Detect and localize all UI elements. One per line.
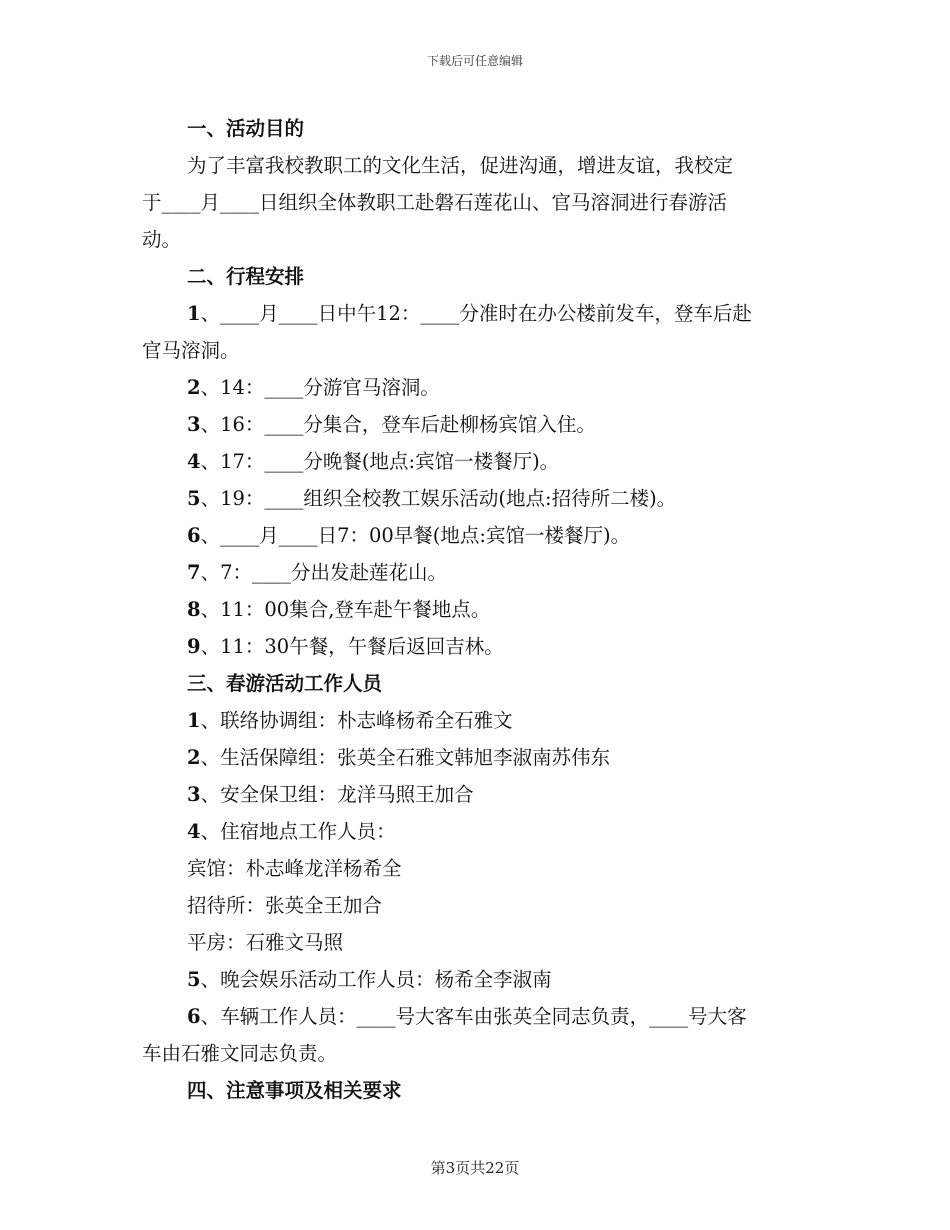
item-text: 、17：____分晚餐(地点:宾馆一楼餐厅)。 [200, 450, 560, 473]
item-number: 1 [187, 709, 201, 732]
lodging-staff-line: 平房：石雅文马照 [187, 931, 344, 954]
item-text: 、14：____分游官马溶洞。 [200, 376, 440, 399]
item-number: 4 [187, 450, 201, 473]
item-text: 、联络协调组：朴志峰杨希全石雅文 [200, 709, 513, 732]
staff-item [142, 739, 817, 776]
schedule-item [142, 406, 817, 443]
item-number: 3 [187, 783, 201, 806]
item-text: 、16：____分集合，登车后赴柳杨宾馆入住。 [200, 413, 596, 436]
item-number: 4 [187, 820, 201, 843]
staff-item [142, 961, 817, 998]
section-heading-staff: 三、春游活动工作人员 [187, 672, 383, 695]
item-number: 3 [187, 413, 201, 436]
staff-item [142, 702, 817, 739]
item-number: 7 [187, 561, 201, 584]
schedule-item [142, 628, 817, 665]
item-text: 、安全保卫组：龙洋马照王加合 [200, 783, 474, 806]
item-number: 6 [187, 1005, 201, 1028]
paragraph-line: 动。 [142, 228, 182, 251]
item-text: 、7：____分出发赴莲花山。 [200, 561, 447, 584]
section-heading-notes: 四、注意事项及相关要求 [187, 1079, 402, 1102]
schedule-item [142, 369, 817, 406]
schedule-item [142, 480, 817, 517]
page-number-footer: 第3页共22页 [430, 1159, 520, 1177]
paragraph-line: 为了丰富我校教职工的文化生活，促进沟通，增进友谊，我校定 [187, 154, 734, 177]
item-text: 、19：____组织全校教工娱乐活动(地点:招待所二楼)。 [200, 487, 677, 510]
schedule-item-continuation: 官马溶洞。 [142, 339, 240, 362]
item-number: 1 [187, 302, 201, 325]
item-number: 5 [187, 968, 201, 991]
paragraph-line: 于____月____日组织全体教职工赴磐石莲花山、官马溶洞进行春游活 [142, 191, 728, 214]
item-number: 2 [187, 376, 201, 399]
item-text: 、住宿地点工作人员： [200, 820, 396, 843]
item-text: 、____月____日中午12：____分准时在办公楼前发车，登车后赴 [200, 302, 752, 325]
item-text: 、晚会娱乐活动工作人员：杨希全李淑南 [200, 968, 552, 991]
staff-item-continuation: 车由石雅文同志负责。 [142, 1042, 338, 1065]
item-text: 、车辆工作人员：____号大客车由张英全同志负责，____号大客 [200, 1005, 747, 1028]
item-text: 、____月____日7：00早餐(地点:宾馆一楼餐厅)。 [200, 524, 631, 547]
item-number: 8 [187, 598, 201, 621]
item-number: 6 [187, 524, 201, 547]
lodging-staff-line: 宾馆：朴志峰龙洋杨希全 [187, 857, 402, 880]
page-header-note: 下载后可任意编辑 [426, 54, 523, 68]
schedule-item [142, 295, 817, 332]
document-body [142, 110, 817, 1109]
schedule-item [142, 443, 817, 480]
staff-item [142, 998, 817, 1035]
schedule-item [142, 591, 817, 628]
item-number: 2 [187, 746, 201, 769]
staff-item [142, 776, 817, 813]
section-heading-purpose: 一、活动目的 [187, 117, 305, 140]
staff-item [142, 813, 817, 850]
schedule-item [142, 517, 817, 554]
schedule-item [142, 554, 817, 591]
item-number: 9 [187, 635, 201, 658]
section-heading-schedule: 二、行程安排 [187, 265, 305, 288]
item-text: 、生活保障组：张英全石雅文韩旭李淑南苏伟东 [200, 746, 611, 769]
item-number: 5 [187, 487, 201, 510]
lodging-staff-line: 招待所：张英全王加合 [187, 894, 383, 917]
item-text: 、11：00集合,登车赴午餐地点。 [200, 598, 491, 621]
item-text: 、11：30午餐，午餐后返回吉林。 [200, 635, 504, 658]
